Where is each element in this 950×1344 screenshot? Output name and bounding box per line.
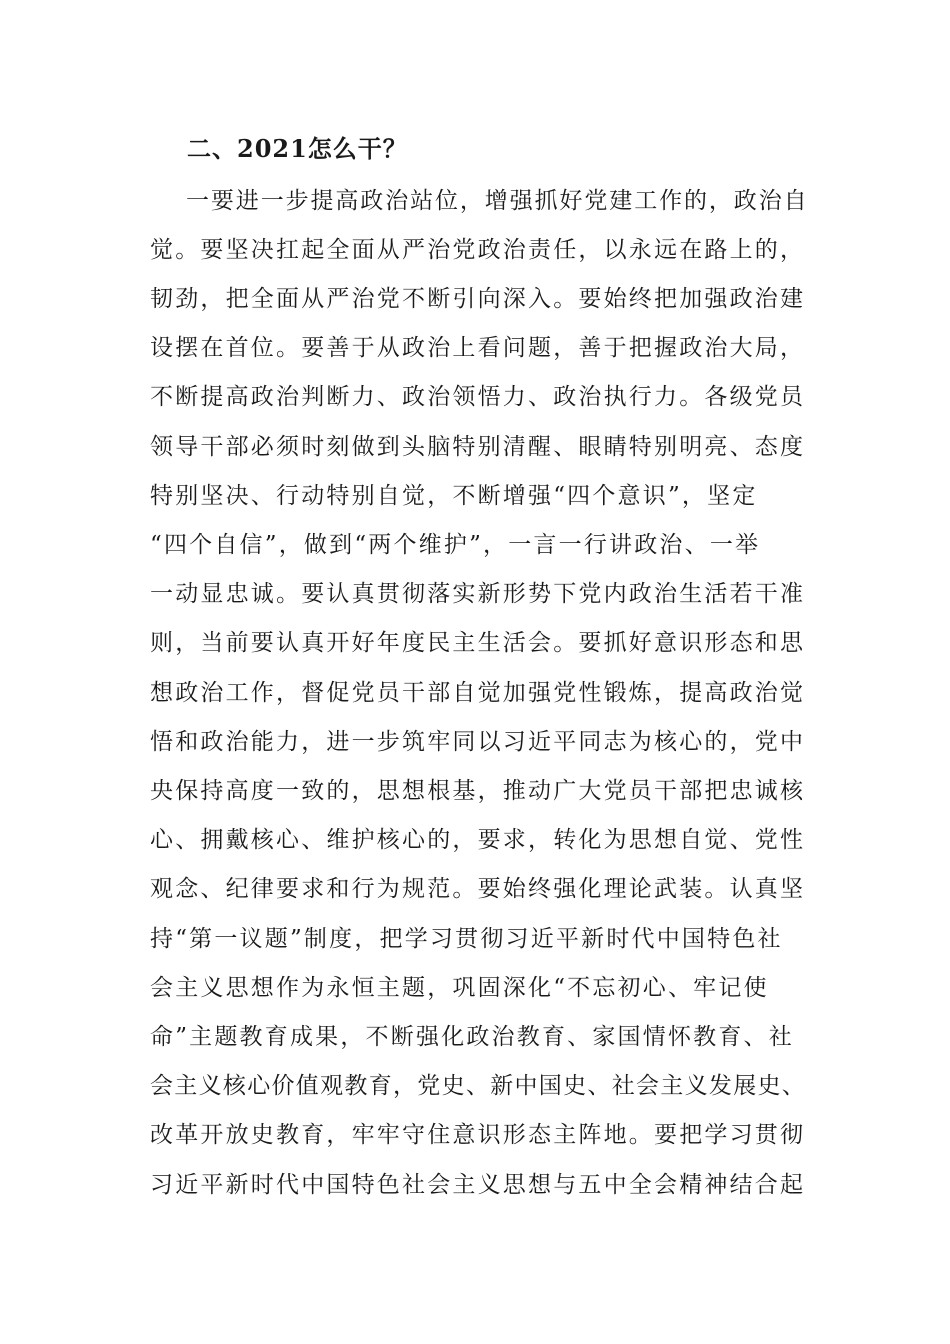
text-line: 特别坚决、行动特别自觉，不断增强“四个意识”，坚定 — [150, 483, 758, 509]
text-line: 会主义思想作为永恒主题，巩固深化“不忘初心、牢记使 — [150, 975, 769, 1001]
text-line: 改革开放史教育，牢牢守住意识形态主阵地。要把学习贯彻 — [150, 1122, 806, 1148]
text-line: 觉。要坚决扛起全面从严治党政治责任，以永远在路上的， — [150, 237, 806, 263]
text-line: 想政治工作，督促党员干部自觉加强党性锻炼，提高政治觉 — [150, 680, 806, 706]
text-line: 习近平新时代中国特色社会主义思想与五中全会精神结合起 — [150, 1172, 806, 1198]
text-line: 会主义核心价值观教育，党史、新中国史、社会主义发展史、 — [150, 1073, 807, 1099]
text-line: 领导干部必须时刻做到头脑特别清醒、眼睛特别明亮、态度 — [150, 434, 806, 460]
text-line: “四个自信”，做到“两个维护”，一言一行讲政治、一举 — [150, 532, 761, 558]
text-line: 央保持高度一致的，思想根基，推动广大党员干部把忠诚核 — [150, 778, 806, 804]
section-heading: 二、2021怎么干？ — [187, 134, 408, 163]
text-line: 韧劲，把全面从严治党不断引向深入。要始终把加强政治建 — [150, 286, 806, 312]
text-line: 命”主题教育成果，不断强化政治教育、家国情怀教育、社 — [150, 1024, 794, 1050]
text-line: 持“第一议题”制度，把学习贯彻习近平新时代中国特色社 — [150, 926, 783, 952]
text-line: 心、拥戴核心、维护核心的，要求，转化为思想自觉、党性 — [150, 827, 806, 853]
text-line: 一要进一步提高政治站位，增强抓好党建工作的，政治自 — [186, 188, 809, 214]
text-line: 不断提高政治判断力、政治领悟力、政治执行力。各级党员 — [150, 384, 806, 410]
text-line: 则，当前要认真开好年度民主生活会。要抓好意识形态和思 — [150, 630, 806, 656]
text-line: 设摆在首位。要善于从政治上看问题，善于把握政治大局， — [150, 335, 806, 361]
text-line: 悟和政治能力，进一步筑牢同以习近平同志为核心的，党中 — [150, 729, 806, 755]
text-line: 观念、纪律要求和行为规范。要始终强化理论武装。认真坚 — [150, 876, 806, 902]
text-line: 一动显忠诚。要认真贯彻落实新形势下党内政治生活若干准 — [150, 581, 806, 607]
